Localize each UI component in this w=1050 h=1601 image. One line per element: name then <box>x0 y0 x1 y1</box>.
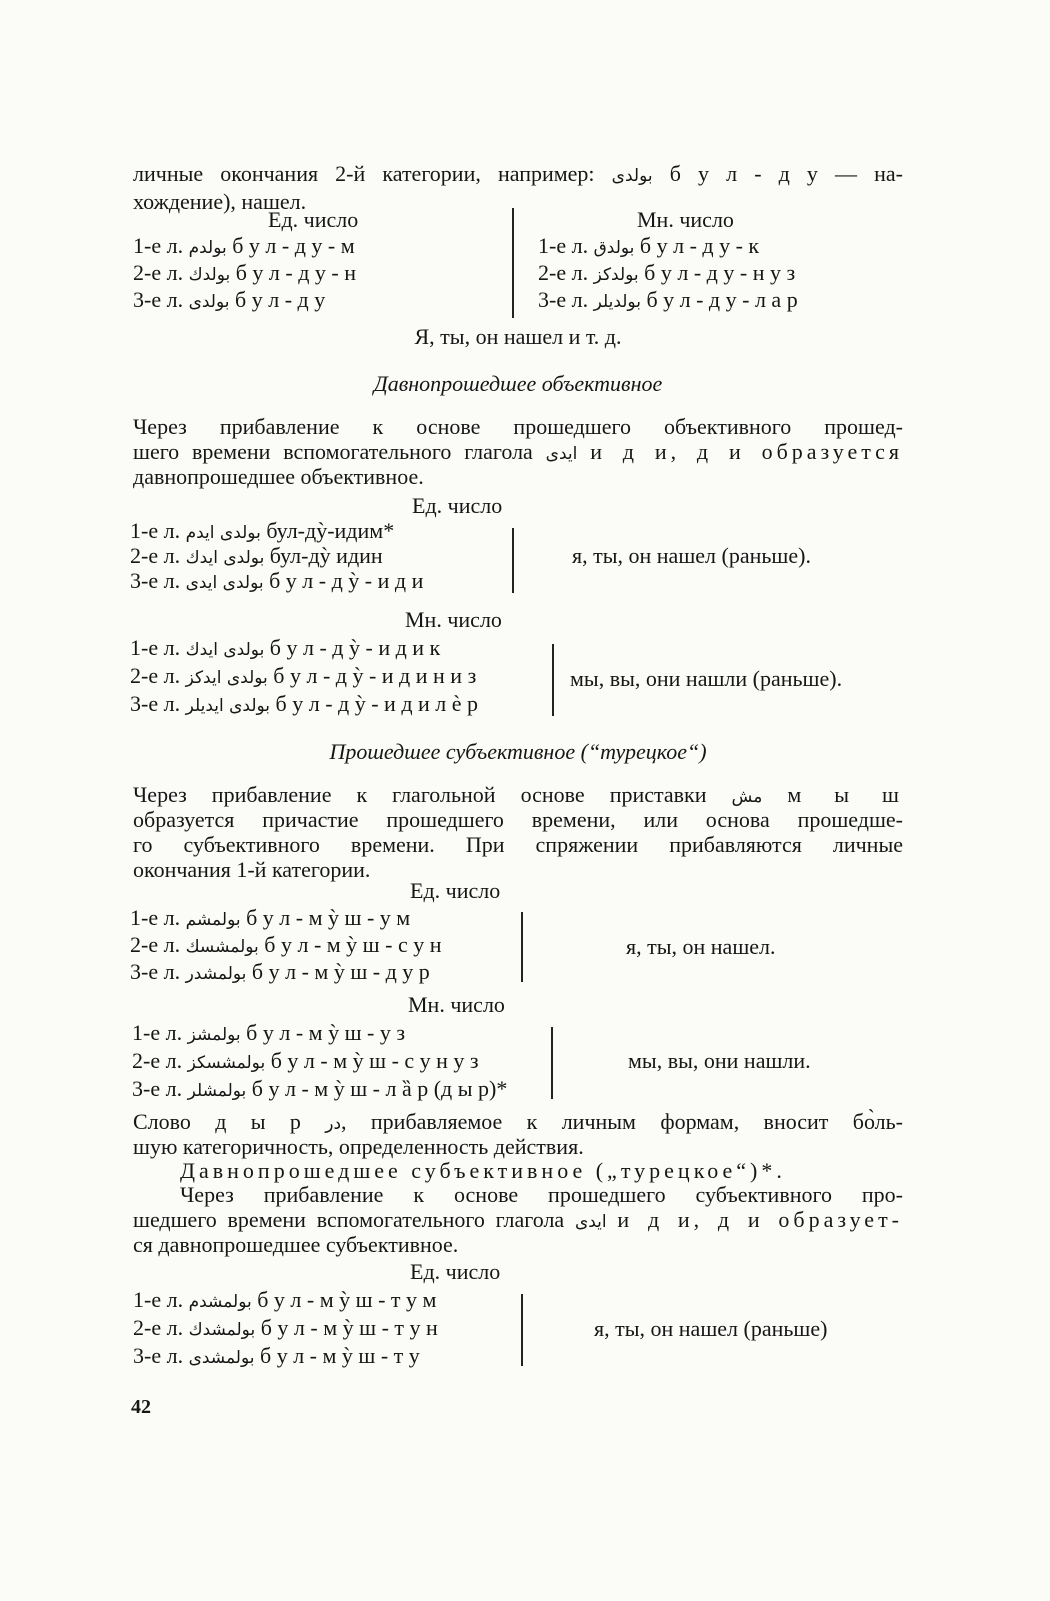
table-row: 2-е л. بولدی ایدکز б у л - д ỳ - и д и н и з <box>130 663 477 688</box>
table1-left-heading: Ед. число <box>268 207 359 232</box>
meaning-text: мы, вы, они нашли. <box>628 1048 811 1073</box>
table-row: 3-е л. بولدی ایديلر б у л - д ỳ - и д и л ѐ р <box>130 691 479 716</box>
table-row: 2-е л. بولمشدك б у л - м ỳ ш - т у н <box>133 1315 438 1340</box>
intro-text: б у л - д у — на- <box>669 161 903 186</box>
section-heading: Прошедшее субъективное (“турецкое“) <box>329 739 707 764</box>
table-row: 1-е л. بولدق б у л - д у - к <box>538 233 760 258</box>
meaning-text: я, ты, он нашел (раньше). <box>572 543 811 568</box>
paragraph-line: Через прибавление к основе прошедшего объективного прошед- <box>133 414 903 439</box>
table-row: 1-е л. بولمشدم б у л - м ỳ ш - т у м <box>133 1287 437 1312</box>
paragraph-line: шедшего времени вспомогательного глагола ایدی и д и, д и образует- <box>133 1207 904 1232</box>
paragraph-line: ся давнопрошедшее субъективное. <box>133 1232 459 1257</box>
paragraph-line: образуется причастие прошедшего времени, или основа прошедше- <box>133 807 903 832</box>
table-row: 3-е л. بولمشلر б у л - м ỳ ш - л ȁ р (д ы р)* <box>132 1076 508 1101</box>
arabic-word: ایدی <box>545 444 578 464</box>
table1-right-heading: Мн. число <box>637 207 734 232</box>
arabic-word: مش <box>731 787 763 807</box>
table-row: 1-е л. بولدی ایدم бул-дỳ-идим* <box>130 518 395 543</box>
paragraph-line: шего времени вспомогательного глагола ایدی и д и, д и образуется <box>133 439 904 464</box>
table-row: 2-е л. بولمشسکز б у л - м ỳ ш - с у н у з <box>132 1048 479 1073</box>
paragraph-line: Слово д ы р در, прибавляемое к личным формам, вносит бо̀ль- <box>133 1109 904 1134</box>
table-row: 2-е л. بولدی ایدك бул-дỳ идин <box>130 543 383 568</box>
singular-heading: Ед. число <box>412 493 503 518</box>
singular-heading: Ед. число <box>410 1259 501 1284</box>
paragraph-line: Через прибавление к основе прошедшего субъективного про- <box>180 1182 903 1207</box>
table-row: 1-е л. بولدم б у л - д у - м <box>133 233 355 258</box>
plural-heading: Мн. число <box>405 607 502 632</box>
paragraph-line: го субъективного времени. При спряжении прибавляются личные <box>133 832 903 857</box>
intro-line-1 <box>133 160 903 190</box>
brace <box>551 1027 553 1099</box>
singular-heading: Ед. число <box>410 878 501 903</box>
brace <box>512 528 514 593</box>
table-row: 3-е л. بولمشدر б у л - м ỳ ш - д у р <box>130 959 430 984</box>
section-heading: Давнопрошедшее субъективное („турецкое“)*. <box>180 1158 786 1183</box>
arabic-word: ایدی <box>574 1212 607 1232</box>
section-heading: Давнопрошедшее объективное <box>373 371 663 396</box>
table-divider <box>512 208 514 318</box>
brace <box>521 1294 523 1366</box>
paragraph-line: окончания 1-й категории. <box>133 857 371 882</box>
plural-heading: Мн. число <box>408 992 505 1017</box>
arabic-word: بولدی <box>611 166 653 186</box>
table-row: 3-е л. بولدی б у л - д у <box>133 287 326 312</box>
table-row: 3-е л. بولديلر б у л - д у - л а р <box>538 287 798 312</box>
meaning-text: я, ты, он нашел (раньше) <box>594 1316 828 1341</box>
page-number: 42 <box>131 1396 151 1418</box>
meaning-text: я, ты, он нашел. <box>626 934 776 959</box>
table-row: 3-е л. بولدی ایدی б у л - д ỳ - и д и <box>130 568 424 593</box>
brace <box>552 644 554 716</box>
table-row: 1-е л. بولدی ایدك б у л - д ỳ - и д и к <box>130 635 441 660</box>
table-row: 2-е л. بولدکز б у л - д у - н у з <box>538 260 796 285</box>
intro-text: личные окончания 2-й категории, например: <box>133 161 595 186</box>
table-row: 3-е л. بولمشدی б у л - м ỳ ш - т у <box>133 1343 420 1368</box>
paragraph-line: давнопрошедшее объективное. <box>133 464 424 489</box>
table-row: 2-е л. بولمشسك б у л - м ỳ ш - с у н <box>130 932 442 957</box>
table-row: 2-е л. بولدك б у л - д у - н <box>133 260 357 285</box>
table-row: 1-е л. بولمشز б у л - м ỳ ш - у з <box>132 1020 406 1045</box>
paragraph-line: шую категоричность, определенность действия. <box>133 1134 584 1159</box>
meaning-text: мы, вы, они нашли (раньше). <box>570 666 843 691</box>
arabic-word: در <box>325 1114 342 1134</box>
intro-line-2: хождение), нашел. <box>133 189 307 214</box>
brace <box>521 912 523 982</box>
table1-caption: Я, ты, он нашел и т. д. <box>414 324 622 349</box>
paragraph-line: Через прибавление к глагольной основе приставки مش м ы ш <box>133 782 903 807</box>
table-row: 1-е л. بولمشم б у л - м ỳ ш - у м <box>130 905 411 930</box>
